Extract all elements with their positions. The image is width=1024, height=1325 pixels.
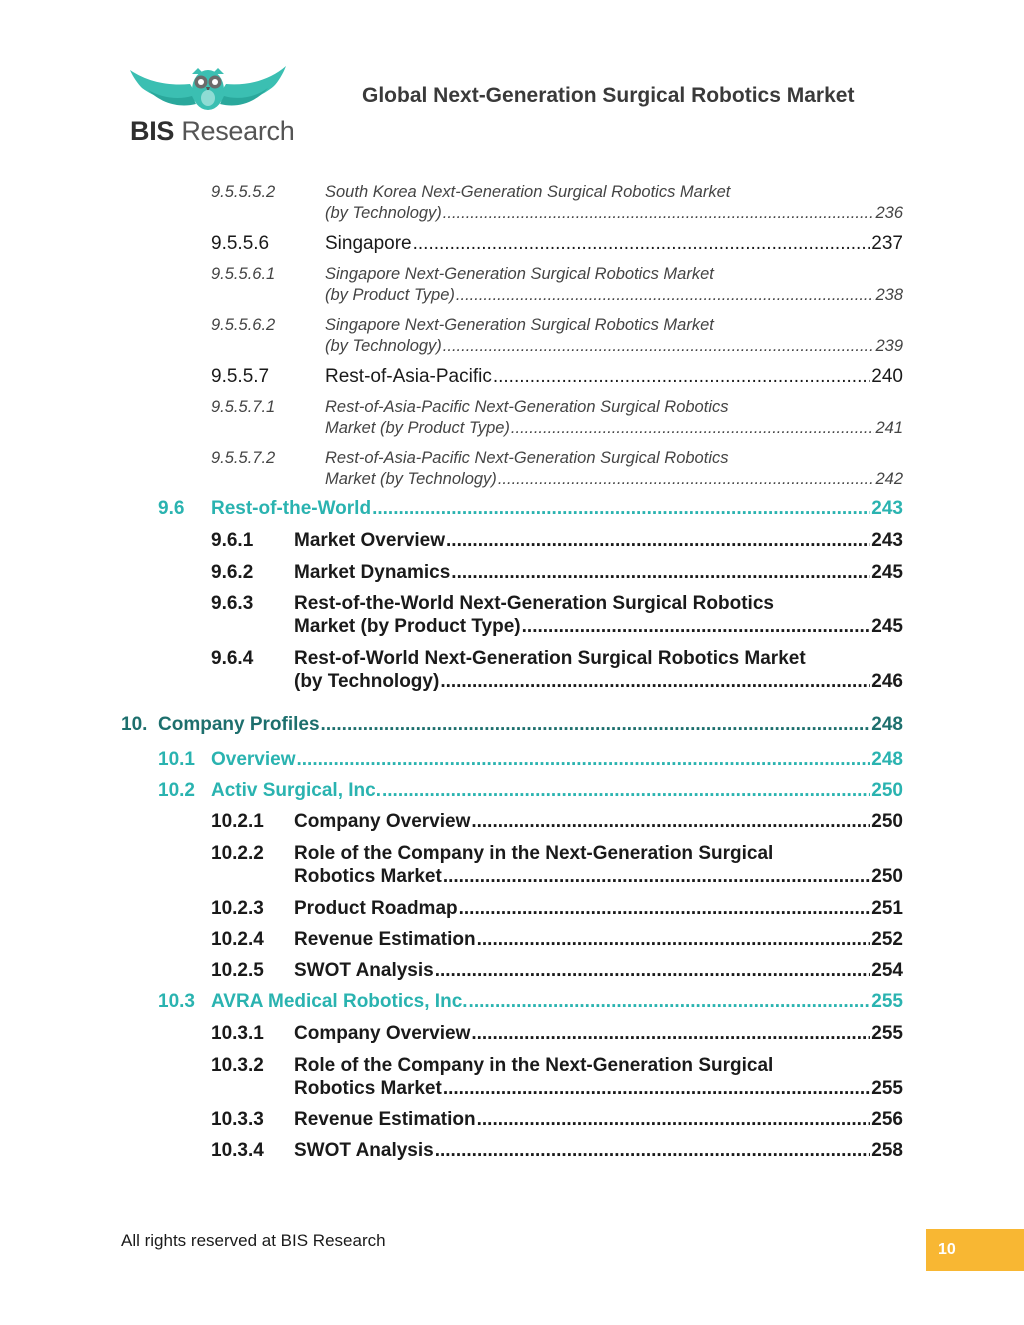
toc-entry[interactable]	[211, 1139, 903, 1162]
toc-entry-number: 10.	[121, 714, 148, 735]
toc-entry-number: 10.2	[158, 780, 195, 801]
toc-entry-number: 9.5.5.6.2	[211, 316, 276, 334]
toc-entry-title: Singapore	[325, 233, 412, 254]
toc-leader-dots	[522, 615, 871, 638]
toc-entry-title: Revenue Estimation	[294, 1109, 476, 1130]
toc-entry-title: (by Technology)	[294, 671, 440, 692]
toc-leader-dots	[498, 469, 875, 490]
toc-page-number: 239	[875, 337, 903, 355]
toc-entry-title: Market (by Technology)	[325, 470, 497, 488]
toc-entry-title: Rest-of-World Next-Generation Surgical Robotics Market	[294, 648, 806, 669]
toc-entry[interactable]	[211, 529, 903, 552]
logo-word: Research	[181, 116, 295, 146]
page-number-badge	[926, 1229, 1024, 1271]
toc-leader-dots	[471, 1022, 870, 1045]
toc-leader-dots	[477, 1108, 871, 1131]
toc-page-number: 255	[871, 1078, 903, 1099]
toc-entry-number: 10.3.3	[211, 1109, 264, 1130]
toc-entry[interactable]	[211, 232, 903, 255]
owl-logo-icon	[128, 60, 288, 116]
toc-leader-dots	[511, 418, 875, 439]
toc-entry[interactable]	[158, 779, 903, 802]
toc-entry-title: Activ Surgical, Inc.	[211, 780, 381, 801]
toc-entry-title: Singapore Next-Generation Surgical Robotics Market	[325, 316, 714, 334]
toc-leader-dots	[471, 810, 870, 833]
toc-page-number: 237	[871, 233, 903, 254]
toc-leader-dots	[469, 990, 871, 1013]
toc-entry-title: Rest-of-Asia-Pacific Next-Generation Surgical Robotics	[325, 449, 729, 467]
toc-entry[interactable]	[211, 1022, 903, 1045]
toc-entry-title: Market Overview	[294, 530, 446, 551]
toc-entry-number: 9.5.5.5.2	[211, 183, 276, 201]
toc-page-number: 248	[871, 749, 903, 770]
toc-leader-dots	[435, 959, 871, 982]
toc-entry[interactable]	[211, 842, 903, 888]
toc-entry-title: Rest-of-Asia-Pacific Next-Generation Surgical Robotics	[325, 398, 729, 416]
toc-leader-dots	[459, 897, 871, 920]
toc-entry[interactable]	[211, 959, 903, 982]
toc-page-number: 248	[871, 714, 903, 735]
toc-entry-title: Robotics Market	[294, 866, 442, 887]
toc-entry-title: South Korea Next-Generation Surgical Robotics Market	[325, 183, 731, 201]
toc-entry-title: AVRA Medical Robotics, Inc.	[211, 991, 468, 1012]
toc-entry[interactable]	[211, 315, 903, 357]
toc-leader-dots	[321, 713, 871, 736]
toc-entry-number: 9.6.4	[211, 648, 254, 669]
toc-leader-dots	[456, 285, 875, 306]
toc-page-number: 240	[871, 366, 903, 387]
toc-entry[interactable]	[211, 397, 903, 439]
toc-entry-number: 9.5.5.7	[211, 366, 270, 387]
toc-page-number: 242	[875, 470, 903, 488]
toc-leader-dots	[382, 779, 870, 802]
toc-page-number: 246	[871, 671, 903, 692]
toc-entry[interactable]	[211, 810, 903, 833]
toc-leader-dots	[493, 365, 870, 388]
toc-leader-dots	[443, 865, 870, 888]
footer-rights: All rights reserved at BIS Research	[121, 1231, 386, 1250]
toc-entry-title: (by Product Type)	[325, 286, 455, 304]
toc-entry-number: 9.6	[158, 498, 185, 519]
toc-entry-title: Market (by Product Type)	[325, 419, 510, 437]
toc-entry-number: 9.6.3	[211, 593, 254, 614]
toc-page-number: 243	[871, 498, 903, 519]
toc-entry-title: Rest-of-the-World Next-Generation Surgical Robotics	[294, 593, 774, 614]
toc-page-number: 245	[871, 616, 903, 637]
toc-leader-dots	[372, 497, 870, 520]
toc-entry-title: (by Technology)	[325, 337, 442, 355]
toc-entry-title: Robotics Market	[294, 1078, 442, 1099]
toc-entry[interactable]	[211, 647, 903, 693]
toc-page-number: 243	[871, 530, 903, 551]
toc-entry[interactable]	[211, 928, 903, 951]
toc-entry-number: 10.3.2	[211, 1055, 264, 1076]
toc-leader-dots	[440, 670, 870, 693]
toc-page-number: 236	[875, 204, 903, 222]
toc-leader-dots	[451, 561, 870, 584]
toc-entry-title: Company Overview	[294, 811, 471, 832]
toc-page-number: 251	[871, 898, 903, 919]
toc-entry-title: Revenue Estimation	[294, 929, 476, 950]
toc-leader-dots	[297, 748, 871, 771]
toc-page-number: 250	[871, 780, 903, 801]
toc-page-number: 256	[871, 1109, 903, 1130]
toc-entry-number: 10.2.2	[211, 843, 264, 864]
toc-page-number: 255	[871, 1023, 903, 1044]
bis-research-logo	[128, 60, 295, 156]
toc-entry-title: Singapore Next-Generation Surgical Robotics Market	[325, 265, 714, 283]
logo-wordmark	[130, 116, 294, 147]
toc-entry[interactable]	[211, 264, 903, 306]
toc-entry[interactable]	[211, 448, 903, 490]
toc-entry-number: 10.3.4	[211, 1140, 264, 1161]
toc-entry-number: 10.3	[158, 991, 195, 1012]
toc-entry[interactable]	[158, 990, 903, 1013]
toc-entry-title: (by Technology)	[325, 204, 442, 222]
toc-entry-title: Market Dynamics	[294, 562, 451, 583]
toc-entry-title: Market (by Product Type)	[294, 616, 521, 637]
toc-entry-title: Role of the Company in the Next-Generation Surgical	[294, 843, 774, 864]
toc-entry-number: 10.1	[158, 749, 195, 770]
toc-page-number: 258	[871, 1140, 903, 1161]
toc-page-number: 245	[871, 562, 903, 583]
toc-entry[interactable]	[158, 497, 903, 520]
toc-leader-dots	[413, 232, 871, 255]
toc-leader-dots	[443, 1077, 870, 1100]
toc-entry-title: Rest-of-Asia-Pacific	[325, 366, 492, 387]
toc-entry-number: 10.2.3	[211, 898, 264, 919]
toc-entry-number: 9.5.5.7.2	[211, 449, 276, 467]
toc-page-number: 241	[875, 419, 903, 437]
toc-entry-title: Rest-of-the-World	[211, 498, 372, 519]
toc-page-number: 238	[875, 286, 903, 304]
toc-page-number: 250	[871, 811, 903, 832]
toc-entry-number: 9.6.1	[211, 530, 254, 551]
toc-entry-title: Product Roadmap	[294, 898, 458, 919]
toc-entry-number: 10.2.4	[211, 929, 264, 950]
toc-page-number: 252	[871, 929, 903, 950]
toc-entry[interactable]	[211, 182, 903, 224]
toc-entry-number: 9.5.5.6.1	[211, 265, 276, 283]
toc-entry-title: Company Profiles	[158, 714, 320, 735]
toc-entry[interactable]	[158, 748, 903, 771]
toc-entry[interactable]	[211, 365, 903, 388]
toc-entry-title: Overview	[211, 749, 296, 770]
toc-entry[interactable]	[211, 1108, 903, 1131]
toc-entry-number: 9.5.5.7.1	[211, 398, 276, 416]
toc-page-number: 255	[871, 991, 903, 1012]
document-title: Global Next-Generation Surgical Robotics Market	[362, 84, 855, 107]
toc-leader-dots	[477, 928, 871, 951]
toc-leader-dots	[443, 203, 875, 224]
toc-entry-title: Company Overview	[294, 1023, 471, 1044]
toc-leader-dots	[443, 336, 875, 357]
page-number: 10	[938, 1241, 956, 1258]
toc-entry[interactable]	[121, 713, 903, 736]
toc-page-number: 250	[871, 866, 903, 887]
toc-entry[interactable]	[211, 897, 903, 920]
toc-leader-dots	[446, 529, 870, 552]
toc-entry-title: Role of the Company in the Next-Generation Surgical	[294, 1055, 774, 1076]
toc-entry-number: 10.2.1	[211, 811, 264, 832]
toc-entry[interactable]	[211, 592, 903, 638]
toc-entry-number: 10.3.1	[211, 1023, 264, 1044]
toc-entry[interactable]	[211, 561, 903, 584]
logo-brand: BIS	[130, 116, 175, 146]
toc-entry-number: 9.5.5.6	[211, 233, 270, 254]
toc-entry-number: 10.2.5	[211, 960, 264, 981]
toc-entry[interactable]	[211, 1054, 903, 1100]
toc-leader-dots	[435, 1139, 871, 1162]
toc-page-number: 254	[871, 960, 903, 981]
toc-entry-number: 9.6.2	[211, 562, 254, 583]
toc-entry-title: SWOT Analysis	[294, 960, 434, 981]
toc-entry-title: SWOT Analysis	[294, 1140, 434, 1161]
